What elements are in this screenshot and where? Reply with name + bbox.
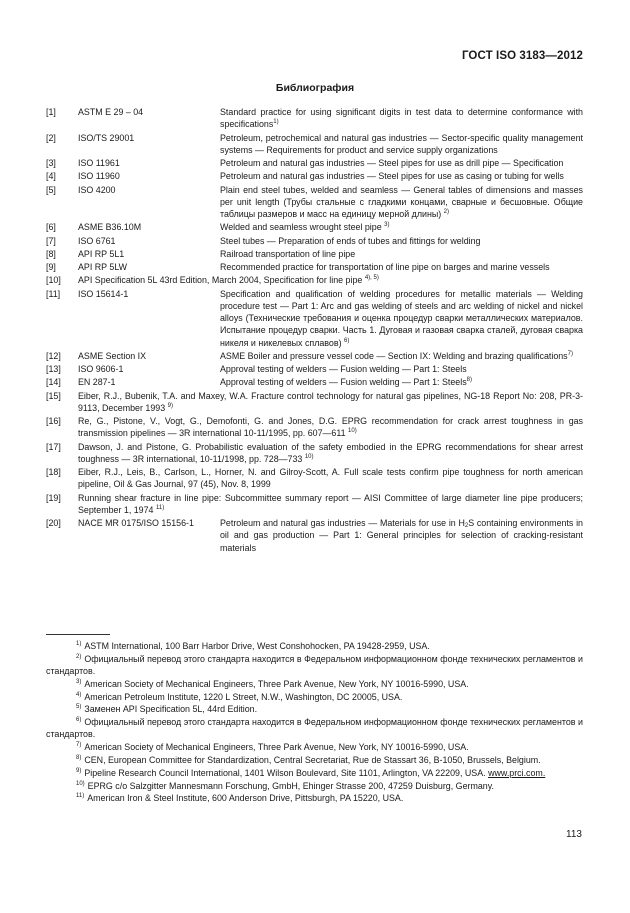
bib-entry-reference: ASME B36.10M [78,222,142,233]
bib-entry-number: [20] [46,518,61,529]
footnote-mark: 3) [76,678,82,685]
bib-entry-text: Specification and qualification of welding procedures for metallic materials — Welding procedure test — Part 1: Arc and gas welding of steels and arc welding of nickel and nickel alloys (Технические требования и оценка процедур сварки металлических материалов. Испытание процедур сварки. Часть 1. Дуговая и газовая сварка сталей, дуговая сварка никеля и никелевых сплавов) $^{6)}$ [220,288,583,348]
bib-entry-text: [15] Eiber, R.J., Bubenik, T.A. and Maxey, W.A. Fracture control technology for natural gas pipelines, NG-18 Report No: 208, PR-3-9113, December 1993 $^{9)}$ [46,390,583,413]
bib-entry-number: [16] [46,416,61,427]
bib-entry-text: [18] Eiber, R.J., Leis, B., Carlson, L., Horner, N. and Gilroy-Scott, A. Full scale tests confirm pipe toughness for north american pipeline, Oil & Gas Journal, 97 (45), Nov. 8, 1999 [46,467,583,490]
bib-entry-number: [17] [46,441,61,452]
bib-entry-reference: ISO 6761 [78,235,116,246]
bib-entry-number: [7] [46,235,56,246]
bib-entry-number: [14] [46,377,61,388]
footnote-ref: 2) [443,209,450,215]
bib-entry-text: [19] Running shear fracture in line pipe: Subcommittee summary report — AISI Committee of large diameter line pipe producers; September 1, 1974 $^{11)}$ [46,492,583,515]
footnote-ref: 10) [348,428,357,435]
bib-entry-number: [9] [46,262,56,273]
bib-entry [46,415,583,439]
bib-entry-text: Petroleum and natural gas industries — Steel pipes for use as casing or tubing for wells [220,171,564,182]
bib-entry-number: [3] [46,158,56,168]
bib-entry-text: [10] API Specification 5L 43rd Edition, March 2004, Specification for line pipe $^{4), 5)}$ [46,275,379,286]
footnote: $^{8)}$ CEN, European Committee for Standardization, Central Secretariat, Rue de Stassart 36, B-1050, Brussels, Belgium. [76,754,541,765]
bib-entry [46,441,583,465]
bib-entry [46,170,583,182]
footnote-mark: 10) [76,780,85,787]
bib-entry-number: [1] [46,107,56,117]
bib-entry [46,106,583,130]
footnote: $^{7)}$ American Society of Mechanical Engineers, Three Park Avenue, New York, NY 10016-5990, USA. [76,742,469,753]
bib-entry [46,157,583,169]
footnote: $^{1)}$ ASTM International, 100 Barr Harbor Drive, West Conshohocken, PA 19428-2959, USA. [76,641,430,651]
document-header-code: ГОСТ ISO 3183—2012 [461,50,583,62]
footnote-mark: 9) [76,767,82,774]
bib-entry [46,517,583,554]
footnote: $^{6)}$ Официальный перевод этого стандарта находится в Федеральном информационном фонде технических регламентов и стандартов. [46,717,583,740]
footnote-ref: 1) [273,119,279,126]
bib-entry-number: [6] [46,222,56,233]
bib-entry [46,274,583,286]
bib-entry [46,235,583,247]
footnote-mark: 1) [76,641,82,647]
bib-entry-text: Welded and seamless wrought steel pipe $^{3)}$ [220,222,390,233]
bib-entry-reference: API RP 5LW [78,262,127,273]
footnote-ref: 7) [567,350,573,357]
bib-entry-text: Approval testing of welders — Fusion welding — Part 1: Steels [220,364,467,375]
bib-entry-reference: ISO 9606-1 [78,364,124,375]
bib-entry [46,248,583,260]
bib-entry [46,350,583,362]
bib-entry-text: Steel tubes — Preparation of ends of tubes and fittings for welding [220,235,481,246]
bib-entry [46,132,583,156]
bib-entry-text: Railroad transportation of line pipe [220,248,356,259]
subscript: 2 [464,523,469,530]
bib-entry-number: [11] [46,288,61,299]
bib-entry-number: [18] [46,467,61,478]
bib-entry-reference: ISO 4200 [78,184,116,195]
bib-entry-number: [10] [46,275,61,286]
bib-entry [46,184,583,221]
footnote-ref: 3) [384,222,390,229]
bib-entry [46,363,583,375]
bib-entry [46,466,583,490]
bibliography-list [46,106,583,555]
bib-entry-text: Petroleum, petrochemical and natural gas industries — Sector-specific quality management systems — Requirements for product and service supply organizations [220,132,583,155]
bib-entry-number: [19] [46,492,61,503]
bib-entry-reference: ISO 15614-1 [78,288,129,299]
footnotes [46,640,583,805]
footnote-mark: 8) [76,754,82,761]
footnote-ref: 6) [344,337,350,344]
bib-entry-number: [4] [46,171,56,182]
bib-entry-text: Recommended practice for transportation of line pipe on barges and marine vessels [220,262,550,273]
bib-entry-reference: ASTM E 29 – 04 [78,107,144,117]
bib-entry-reference: API RP 5L1 [78,248,125,259]
prci-link[interactable]: www.prci.com. [488,767,546,778]
bib-entry-text: ASME Boiler and pressure vessel code — Section IX: Welding and brazing qualifications$^{7)}$ [220,350,573,361]
bib-entry-text: [17] Dawson, J. and Pistone, G. Probabilistic evaluation of the safety embodied in the EPRG recommendations for shear arrest toughness — 3R international, 10-11/1998, pp. 728—733 $^{10)}$ [46,441,583,464]
footnote: $^{10)}$ EPRG c/o Salzgitter Mannesmann Forschung, GmbH, Ehinger Strasse 200, 47259 Duisburg, Germany. [76,780,494,791]
bib-entry-number: [15] [46,390,61,401]
bib-entry-reference: ASME Section IX [78,350,147,361]
bib-entry [46,261,583,273]
footnote-mark: 4) [76,691,82,698]
bib-entry [46,288,583,349]
footnote: $^{2)}$ Официальный перевод этого стандарта находится в Федеральном информационном фонде технических регламентов и стандартов. [46,653,583,676]
bib-entry-number: [5] [46,184,56,195]
bib-entry-number: [8] [46,248,56,259]
bib-entry [46,221,583,233]
footnote-ref: 11) [155,504,165,511]
bib-entry [46,376,583,388]
bib-entry-reference: NACE MR 0175/ISO 15156-1 [78,518,194,529]
bib-entry-text: Petroleum and natural gas industries — Materials for use in $H_2S$ containing environments in oil and gas production — Part 1: General principles for selection of cracking-resistant materials [220,518,583,553]
footnote: $^{11)}$ American Iron & Steel Institute, 600 Anderson Drive, Pittsburgh, PA 15220, USA. [76,793,404,804]
bib-entry [46,492,583,516]
footnote-mark: 6) [76,717,82,724]
bib-entry-text: Approval testing of welders — Fusion welding — Part 1: Steels$^{8)}$ [220,377,472,388]
bib-entry-text: Standard practice for using significant digits in test data to determine conformance with specifications$^{1)}$ [220,107,583,130]
footnote: $^{4)}$ American Petroleum Institute, 1220 L Street, N.W., Washington, DC 20005, USA. [76,691,403,702]
bibliography-title: Библиография [275,82,355,94]
bib-entry-reference: ISO 11961 [78,158,120,168]
footnote-ref: 4), 5) [364,275,379,282]
footnote-separator [46,634,110,635]
footnote-mark: 7) [76,742,82,749]
footnote: $^{3)}$ American Society of Mechanical Engineers, Three Park Avenue, New York, NY 10016-5990, USA. [76,678,469,689]
footnote-mark: 11) [76,793,85,800]
footnote-ref: 8) [466,377,472,384]
page-number: 113 [566,829,582,840]
footnote-mark: 5) [76,704,82,711]
bib-entry-reference: ISO 11960 [78,171,120,182]
footnote-ref: 9) [167,402,173,409]
bib-entry-number: [12] [46,350,61,361]
bib-entry-number: [13] [46,364,61,375]
bib-entry-text: Plain end steel tubes, welded and seamless — General tables of dimensions and masses per unit length (Трубы стальные с гладкими концами, сварные и бесшовные. Общие таблицы размеров и масс на единицу мерной длины) $^{2)}$ [220,184,583,219]
bib-entry-reference: EN 287-1 [78,377,116,388]
footnote: $^{9)}$ Pipeline Research Council International, 1401 Wilson Boulevard, Site 1101, Arlington, VA 22209, USA. www.prci.com. [76,767,546,778]
bib-entry-reference: ISO/TS 29001 [78,132,135,143]
footnote: $^{5)}$ Заменен API Specification 5L, 44rd Edition. [76,704,258,715]
bib-entry-text: Petroleum and natural gas industries — Steel pipes for use as drill pipe — Specification [220,158,564,168]
bib-entry [46,390,583,414]
bib-entry-text: [16] Re, G., Pistone, V., Vogt, G., Demofonti, G. and Jones, D.G. EPRG recommendation for crack arrest toughness in gas transmission pipelines — 3R international 10-11/1995, pp. 607—611 $^{10)}$ [46,416,583,439]
bib-entry-number: [2] [46,132,56,143]
footnote-mark: 2) [76,653,82,660]
footnote-ref: 10) [304,453,314,460]
